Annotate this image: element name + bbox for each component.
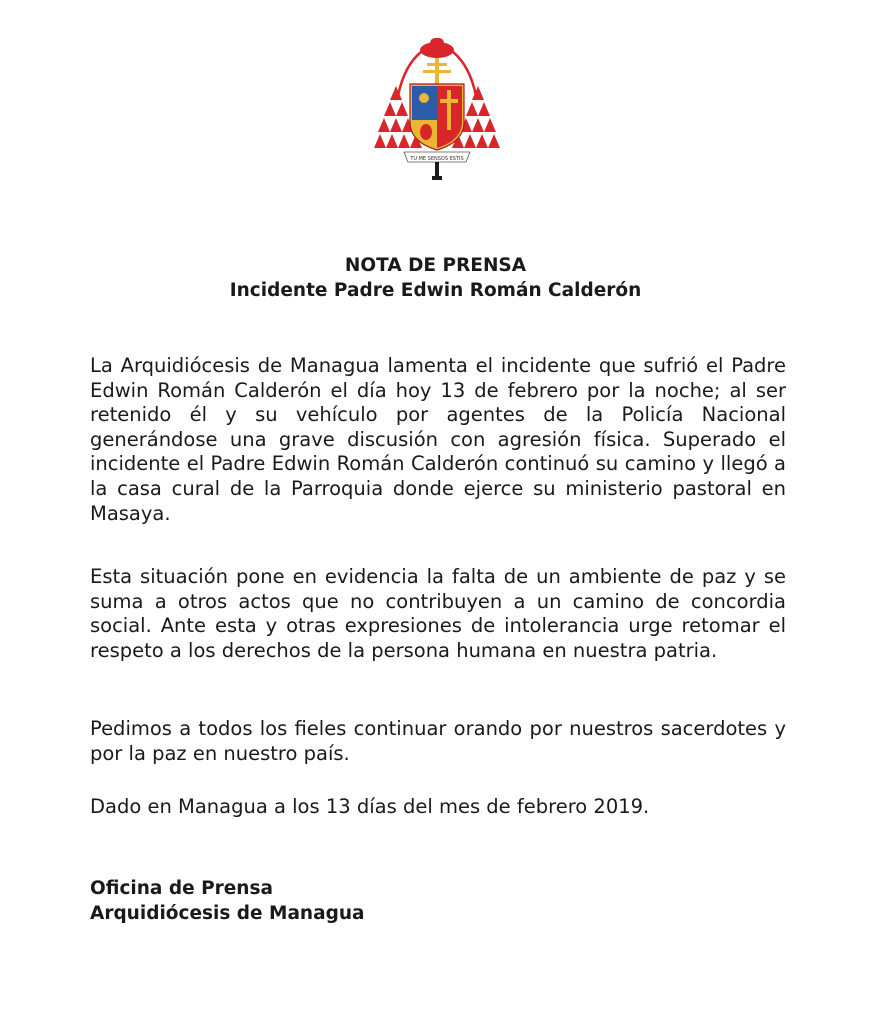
coat-of-arms-icon [374, 36, 500, 190]
press-release-subtitle: Incidente Padre Edwin Román Calderón [229, 280, 642, 301]
press-release-title: NOTA DE PRENSA [344, 255, 527, 276]
paragraph-date: Dado en Managua a los 13 días del mes de febrero 2019. [90, 795, 650, 818]
svg-text:TU ME SENSOS ESTIS: TU ME SENSOS ESTIS [410, 156, 464, 162]
signature-office: Oficina de Prensa [90, 878, 273, 899]
paragraph-prayer: Pedimos a todos los fieles continuar orando por nuestros sacerdotes y por la paz en nuestro país. [90, 717, 786, 765]
signature-organization: Arquidiócesis de Managua [90, 903, 365, 924]
paragraph-situation: Esta situación pone en evidencia la falta de un ambiente de paz y se suma a otros actos que no contribuyen a un camino de concordia social. Ante esta y otras expresiones de intolerancia urge retomar el respeto a los derechos de la persona humana en nuestra patria. [90, 565, 786, 662]
paragraph-incident: La Arquidiócesis de Managua lamenta el incidente que sufrió el Padre Edwin Román Calderón el día hoy 13 de febrero por la noche; al ser retenido él y su vehículo por agentes de la Policía Nacional generándose una grave discusión con agresión física. Superado el incidente el Padre Edwin Román Calderón continuó su camino y llegó a la casa cural de la Parroquia donde ejerce su ministerio pastoral en Masaya. [90, 354, 786, 525]
